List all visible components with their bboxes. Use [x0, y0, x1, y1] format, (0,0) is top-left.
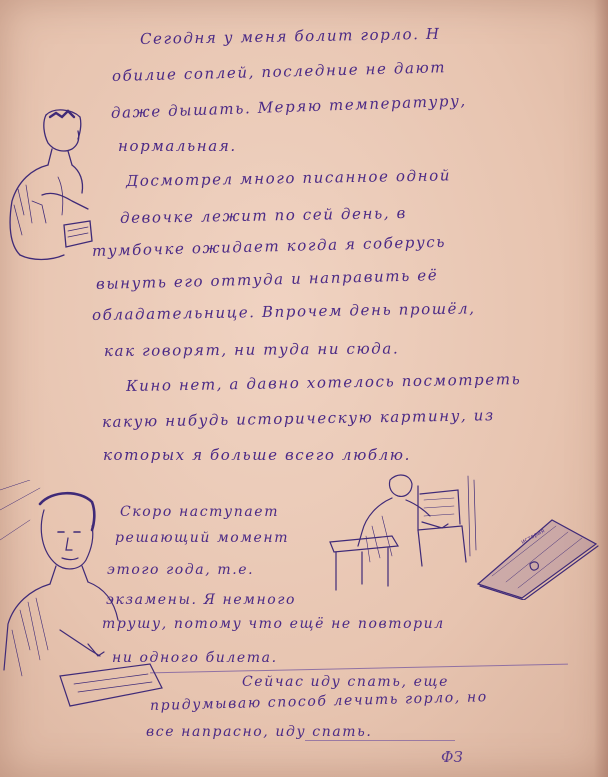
- diary-line-8: вынуть его оттуда и направить её: [95, 266, 439, 293]
- diary-line-14: Скоро наступает: [120, 504, 280, 520]
- diary-line-6: девочке лежит по сей день, в: [119, 203, 407, 227]
- diary-line-9: обладательнице. Впрочем день прошёл,: [91, 299, 476, 324]
- diary-line-3: даже дышать. Меряю температуру,: [110, 91, 468, 122]
- sketch-history-book: [472, 514, 600, 600]
- diary-line-16: этого года, т.е.: [107, 562, 255, 578]
- diary-line-7: тумбочке ожидает когда я соберусь: [91, 232, 447, 260]
- diary-line-13: которых я больше всего люблю.: [103, 446, 411, 464]
- diary-line-10: как говорят, ни туда ни сюда.: [103, 339, 400, 360]
- diary-line-19: ни одного билета.: [112, 650, 278, 666]
- diary-line-20: Сейчас иду спать, еще: [242, 674, 450, 690]
- diary-line-5: Досмотрел много писанное одной: [125, 166, 452, 190]
- sketch-boy-writing: [0, 480, 170, 725]
- diary-line-17: экзамены. Я немного: [106, 592, 297, 608]
- page-fold-shadow: [594, 0, 608, 777]
- signature: ФЗ: [441, 748, 463, 766]
- diary-line-1: Сегодня у меня болит горло. Н: [139, 24, 441, 48]
- diary-line-11: Кино нет, а давно хотелось посмотреть: [125, 370, 522, 395]
- diary-line-4: нормальная.: [118, 137, 237, 155]
- diary-line-2: обилие соплей, последние не дают: [111, 58, 447, 85]
- diary-line-21: придумываю способ лечить горло, но: [149, 689, 488, 714]
- book-cover-label: история: [519, 527, 546, 546]
- sketch-boy-reading: [2, 105, 94, 275]
- underline: [305, 740, 455, 741]
- diary-line-22: все напрасно, иду спать.: [146, 724, 373, 740]
- diary-line-12: какую нибудь историческую картину, из: [101, 406, 495, 431]
- diary-line-15: решающий момент: [115, 530, 290, 546]
- diary-line-18: трушу, потому что ещё не повторил: [102, 616, 445, 632]
